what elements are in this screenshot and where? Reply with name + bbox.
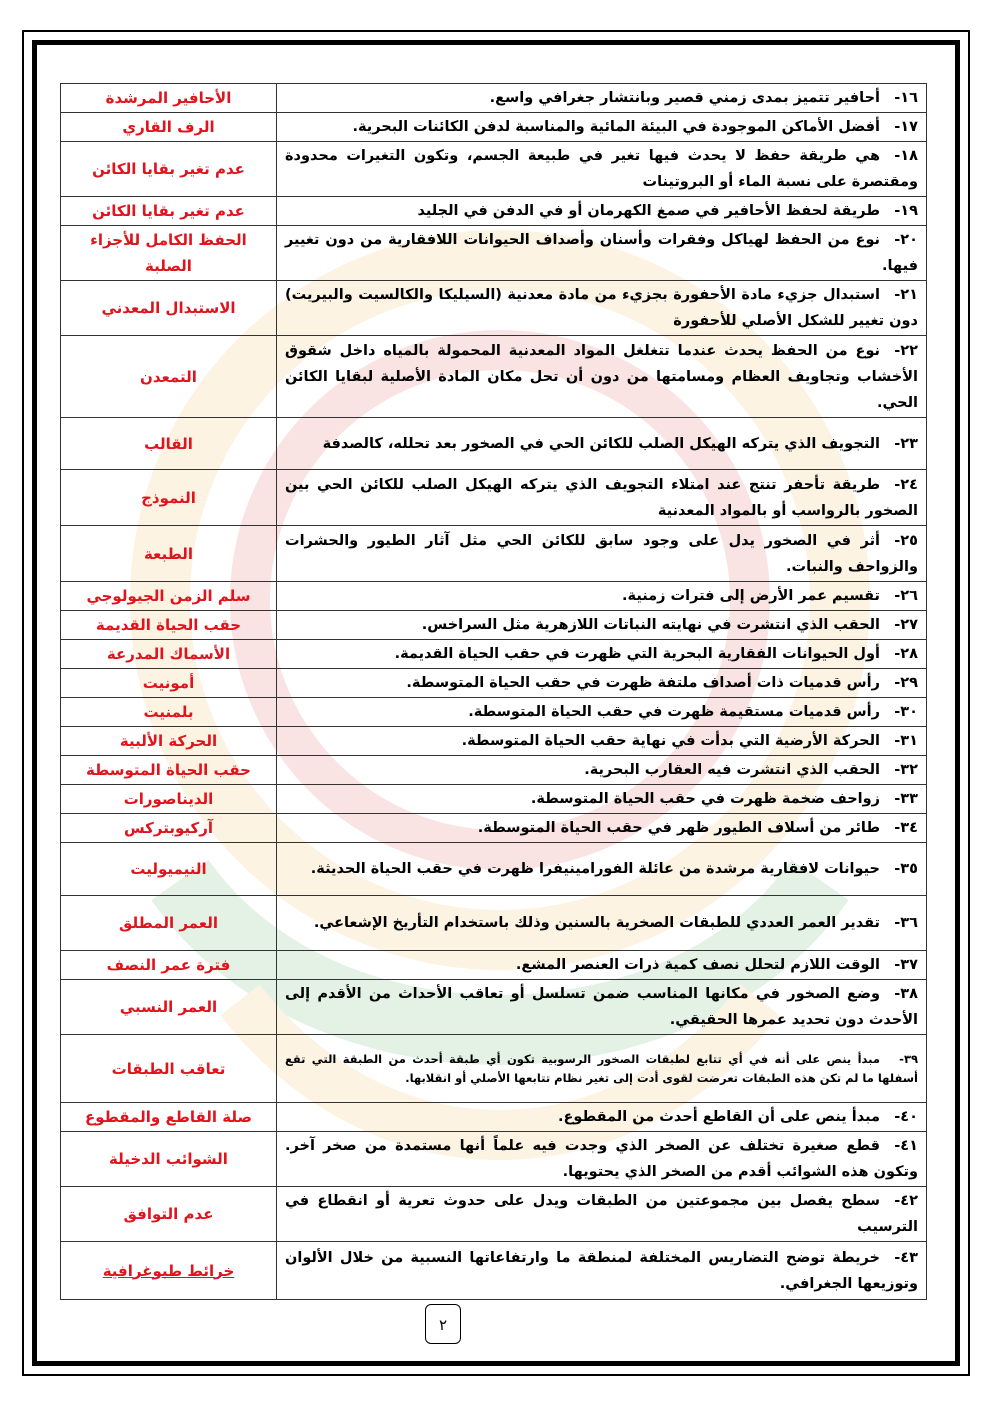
item-number: ٣٥- (894, 861, 918, 877)
definition-cell (277, 669, 927, 698)
term-text: الاستبدال المعدني (101, 299, 236, 317)
term-text: الحركة الألبية (119, 732, 218, 750)
definition-cell (277, 1187, 927, 1242)
definition-text: طريقة لحفظ الأحافير في صمغ الكهرمان أو في الدفن في الجليد (417, 203, 880, 219)
term-cell (61, 756, 277, 785)
item-number: ٤٠- (894, 1109, 918, 1125)
term-text: التمعدن (140, 367, 197, 386)
definition-cell (277, 113, 927, 142)
definition-cell (277, 727, 927, 756)
table-row (61, 814, 927, 843)
term-text: الديناصورات (123, 790, 214, 808)
item-number: ٣٠- (894, 704, 918, 720)
table-row (61, 698, 927, 727)
definition-cell (277, 785, 927, 814)
table-row (61, 470, 927, 526)
term-cell (61, 611, 277, 640)
term-cell (61, 698, 277, 727)
term-text: العمر المطلق (119, 914, 218, 932)
definition-cell (277, 526, 927, 582)
terms-table (60, 83, 927, 1300)
table-row (61, 843, 927, 896)
definition-text: تقسيم عمر الأرض إلى فترات زمنية. (622, 588, 880, 604)
definition-text: الحقب الذي انتشرت فيه العقارب البحرية. (584, 762, 880, 778)
definition-text: الوقت اللازم لتحلل نصف كمية ذرات العنصر المشع. (515, 957, 880, 973)
table-row (61, 1242, 927, 1300)
table-row (61, 526, 927, 582)
term-cell (61, 418, 277, 470)
definition-cell (277, 843, 927, 896)
table-row (61, 669, 927, 698)
item-number: ٢٩- (894, 675, 918, 691)
definition-text: نوع من الحفظ لهياكل وفقرات وأسنان وأصداف الحيوانات اللافقارية من دون تغيير فيها. (285, 232, 918, 274)
table-row (61, 281, 927, 336)
definition-text: رأس قدميات مستقيمة ظهرت في حقب الحياة المتوسطة. (468, 704, 880, 720)
definition-text: استبدال جزيء مادة الأحفورة بجزيء من مادة معدنية (السيليكا والكالسيت والبيريت) دون تغيير للشكل الأصلي للأحفورة (285, 287, 918, 329)
definition-text: أثر في الصخور يدل على وجود سابق للكائن الحي مثل آثار الطيور والحشرات والزواحف والنبات. (285, 532, 918, 575)
item-number: ٤١- (894, 1138, 918, 1154)
item-number: ٢٢- (894, 342, 918, 359)
table-row (61, 226, 927, 281)
definition-text: خريطة توضح التضاريس المختلفة لمنطقة ما وارتفاعاتها النسبية من خلال الألوان وتوزيعها الجغرافي. (285, 1249, 918, 1292)
table-row (61, 418, 927, 470)
term-cell (61, 1187, 277, 1242)
definition-text: طريقة تأحفر تنتج عند امتلاء التجويف الذي يتركه الهيكل الصلب للكائن الحي بين الصخور بالرواسب أو بالمواد المعدنية (285, 476, 918, 519)
definition-cell (277, 582, 927, 611)
definition-text: نوع من الحفظ يحدث عندما تتغلغل المواد المعدنية المحمولة بالمياه داخل شقوق الأخشاب وتجاويف العظام ومسامتها من دون أن تحل مكان المادة الأصلية لبقايا الكائن الحي. (285, 342, 918, 411)
item-number: ٣٢- (894, 762, 918, 778)
term-text: الأسماك المدرعة (106, 645, 231, 663)
table-row (61, 611, 927, 640)
table-row (61, 84, 927, 113)
definition-text: مبدأ ينص على أنه في أي تتابع لطبقات الصخور الرسوبية تكون أي طبقة أحدث من الطبقة التي تقع أسفلها ما لم تكن هذه الطبقات تعرضت لقوى أدت إلى تغير نظام تتابعها الأصلي أو انقلابها. (285, 1051, 918, 1085)
term-text: صلة القاطع والمقطوع (85, 1108, 252, 1126)
definition-text: الحركة الأرضية التي بدأت في نهاية حقب الحياة المتوسطة. (461, 733, 880, 749)
term-cell (61, 1103, 277, 1132)
table-row (61, 1103, 927, 1132)
item-number: ١٨- (894, 148, 918, 164)
item-number: ٢٨- (894, 646, 918, 662)
item-number: ٣١- (894, 733, 918, 749)
definition-text: طائر من أسلاف الطيور ظهر في حقب الحياة المتوسطة. (477, 820, 880, 836)
definition-cell (277, 756, 927, 785)
term-text: أمونيت (142, 674, 195, 692)
term-cell (61, 896, 277, 951)
definition-cell (277, 814, 927, 843)
table-row (61, 896, 927, 951)
term-text: الرف القاري (122, 118, 215, 136)
table-row (61, 336, 927, 418)
term-text: الحفظ الكامل للأجزاء الصلبة (90, 231, 247, 275)
item-number: ٣٧- (894, 957, 918, 973)
term-cell (61, 526, 277, 582)
definition-cell (277, 1035, 927, 1103)
term-text: فترة عمر النصف (106, 956, 231, 974)
definition-cell (277, 226, 927, 281)
definition-cell (277, 1103, 927, 1132)
table-row (61, 756, 927, 785)
definition-text: مبدأ ينص على أن القاطع أحدث من المقطوع. (557, 1109, 880, 1125)
table-row (61, 980, 927, 1035)
definition-cell (277, 951, 927, 980)
term-text: النيميوليت (130, 860, 207, 878)
table-row (61, 727, 927, 756)
definition-cell (277, 1132, 927, 1187)
item-number: ٤٣- (894, 1249, 918, 1266)
term-cell (61, 113, 277, 142)
table-row (61, 640, 927, 669)
term-cell (61, 142, 277, 197)
term-cell (61, 951, 277, 980)
term-text: بلمنيت (143, 703, 194, 721)
item-number: ٢٠- (894, 232, 918, 248)
term-text: حقب الحياة المتوسطة (86, 761, 251, 779)
item-number: ٣٤- (894, 820, 918, 836)
term-cell (61, 281, 277, 336)
term-cell (61, 814, 277, 843)
term-text: عدم التوافق (123, 1205, 214, 1223)
item-number: ٤٢- (894, 1193, 918, 1209)
table-row (61, 113, 927, 142)
term-cell (61, 843, 277, 896)
definition-text: قطع صغيرة تختلف عن الصخر الذي وجدت فيه علماً أنها مستمدة من صخر آخر. وتكون هذه الشوائب أقدم من الصخر الذي يحتويها. (285, 1138, 918, 1180)
item-number: ٢١- (894, 287, 918, 303)
item-number: ٢٦- (894, 588, 918, 604)
item-number: ٣٦- (894, 915, 918, 931)
term-cell (61, 84, 277, 113)
table-row (61, 1035, 927, 1103)
definition-cell (277, 197, 927, 226)
table-row (61, 1187, 927, 1242)
term-cell (61, 226, 277, 281)
definition-cell (277, 640, 927, 669)
definition-cell (277, 896, 927, 951)
definition-text: الحقب الذي انتشرت في نهايته النباتات اللازهرية مثل السراخس. (421, 617, 880, 633)
term-cell (61, 980, 277, 1035)
definition-text: رأس قدميات ذات أصداف ملتفة ظهرت في حقب الحياة المتوسطة. (406, 675, 880, 691)
definition-cell (277, 470, 927, 526)
term-cell (61, 582, 277, 611)
term-text: حقب الحياة القديمة (95, 616, 242, 634)
definition-cell (277, 698, 927, 727)
term-text: الأحافير المرشدة (105, 89, 232, 107)
table-row (61, 785, 927, 814)
item-number: ٢٣- (894, 435, 918, 452)
term-cell (61, 640, 277, 669)
term-text: النموذج (141, 488, 196, 507)
term-cell (61, 785, 277, 814)
table-row (61, 197, 927, 226)
item-number: ٢٧- (894, 617, 918, 633)
item-number: ٣٨- (894, 986, 918, 1002)
term-cell (61, 1132, 277, 1187)
term-text: خرائط طبوغرافية (102, 1261, 235, 1280)
term-cell (61, 1242, 277, 1300)
term-cell (61, 669, 277, 698)
page-number: ٢ (425, 1304, 461, 1344)
table-row (61, 1132, 927, 1187)
term-cell (61, 1035, 277, 1103)
definition-cell (277, 1242, 927, 1300)
term-text: تعاقب الطبقات (111, 1059, 226, 1078)
definition-cell (277, 980, 927, 1035)
term-text: القالب (144, 434, 193, 453)
item-number: ٢٥- (894, 532, 918, 549)
definition-text: التجويف الذي يتركه الهيكل الصلب للكائن الحي في الصخور بعد تحلله، كالصدفة (322, 435, 880, 452)
item-number: ١٩- (894, 203, 918, 219)
definition-text: تقدير العمر العددي للطبقات الصخرية بالسنين وذلك باستخدام التأريخ الإشعاعي. (313, 915, 880, 931)
definition-text: أول الحيوانات الفقارية البحرية التي ظهرت في حقب الحياة القديمة. (394, 646, 880, 662)
definition-text: سطح يفصل بين مجموعتين من الطبقات ويدل على حدوث تعرية أو انقطاع في الترسيب (285, 1193, 918, 1235)
term-cell (61, 727, 277, 756)
item-number: ٢٤- (894, 476, 918, 493)
term-cell (61, 336, 277, 418)
definition-text: وضع الصخور في مكانها المناسب ضمن تسلسل أو تعاقب الأحداث من الأقدم إلى الأحدث دون تحديد عمرها الحقيقي. (285, 986, 918, 1028)
definition-text: أحافير تتميز بمدى زمني قصير وبانتشار جغرافي واسع. (489, 90, 880, 106)
item-number: ٣٩- (899, 1051, 918, 1066)
definition-cell (277, 611, 927, 640)
term-text: عدم تغير بقايا الكائن (92, 202, 245, 220)
item-number: ٣٣- (894, 791, 918, 807)
term-text: سلم الزمن الجيولوجي (86, 587, 251, 605)
definition-cell (277, 142, 927, 197)
definition-text: زواحف ضخمة ظهرت في حقب الحياة المتوسطة. (530, 791, 880, 807)
term-text: العمر النسبي (119, 998, 218, 1016)
term-text: الشوائب الدخيلة (109, 1150, 228, 1168)
definition-text: هي طريقة حفظ لا يحدث فيها تغير في طبيعة الجسم، وتكون التغيرات محدودة ومقتصرة على نسبة الماء أو البروتينات (285, 148, 918, 190)
definition-text: حيوانات لافقارية مرشدة من عائلة الفورامينيفرا ظهرت في حقب الحياة الحديثة. (310, 861, 880, 877)
definition-text: أفضل الأماكن الموجودة في البيئة المائية والمناسبة لدفن الكائنات البحرية. (352, 119, 880, 135)
definition-cell (277, 84, 927, 113)
term-text: عدم تغير بقايا الكائن (92, 160, 245, 178)
term-cell (61, 470, 277, 526)
table-row (61, 951, 927, 980)
term-cell (61, 197, 277, 226)
definition-cell (277, 281, 927, 336)
item-number: ١٧- (894, 119, 918, 135)
table-row (61, 582, 927, 611)
table-row (61, 142, 927, 197)
item-number: ١٦- (894, 90, 918, 106)
definition-cell (277, 336, 927, 418)
term-text: آركيوبتركس (123, 819, 214, 837)
definition-cell (277, 418, 927, 470)
term-text: الطبعة (143, 544, 194, 563)
